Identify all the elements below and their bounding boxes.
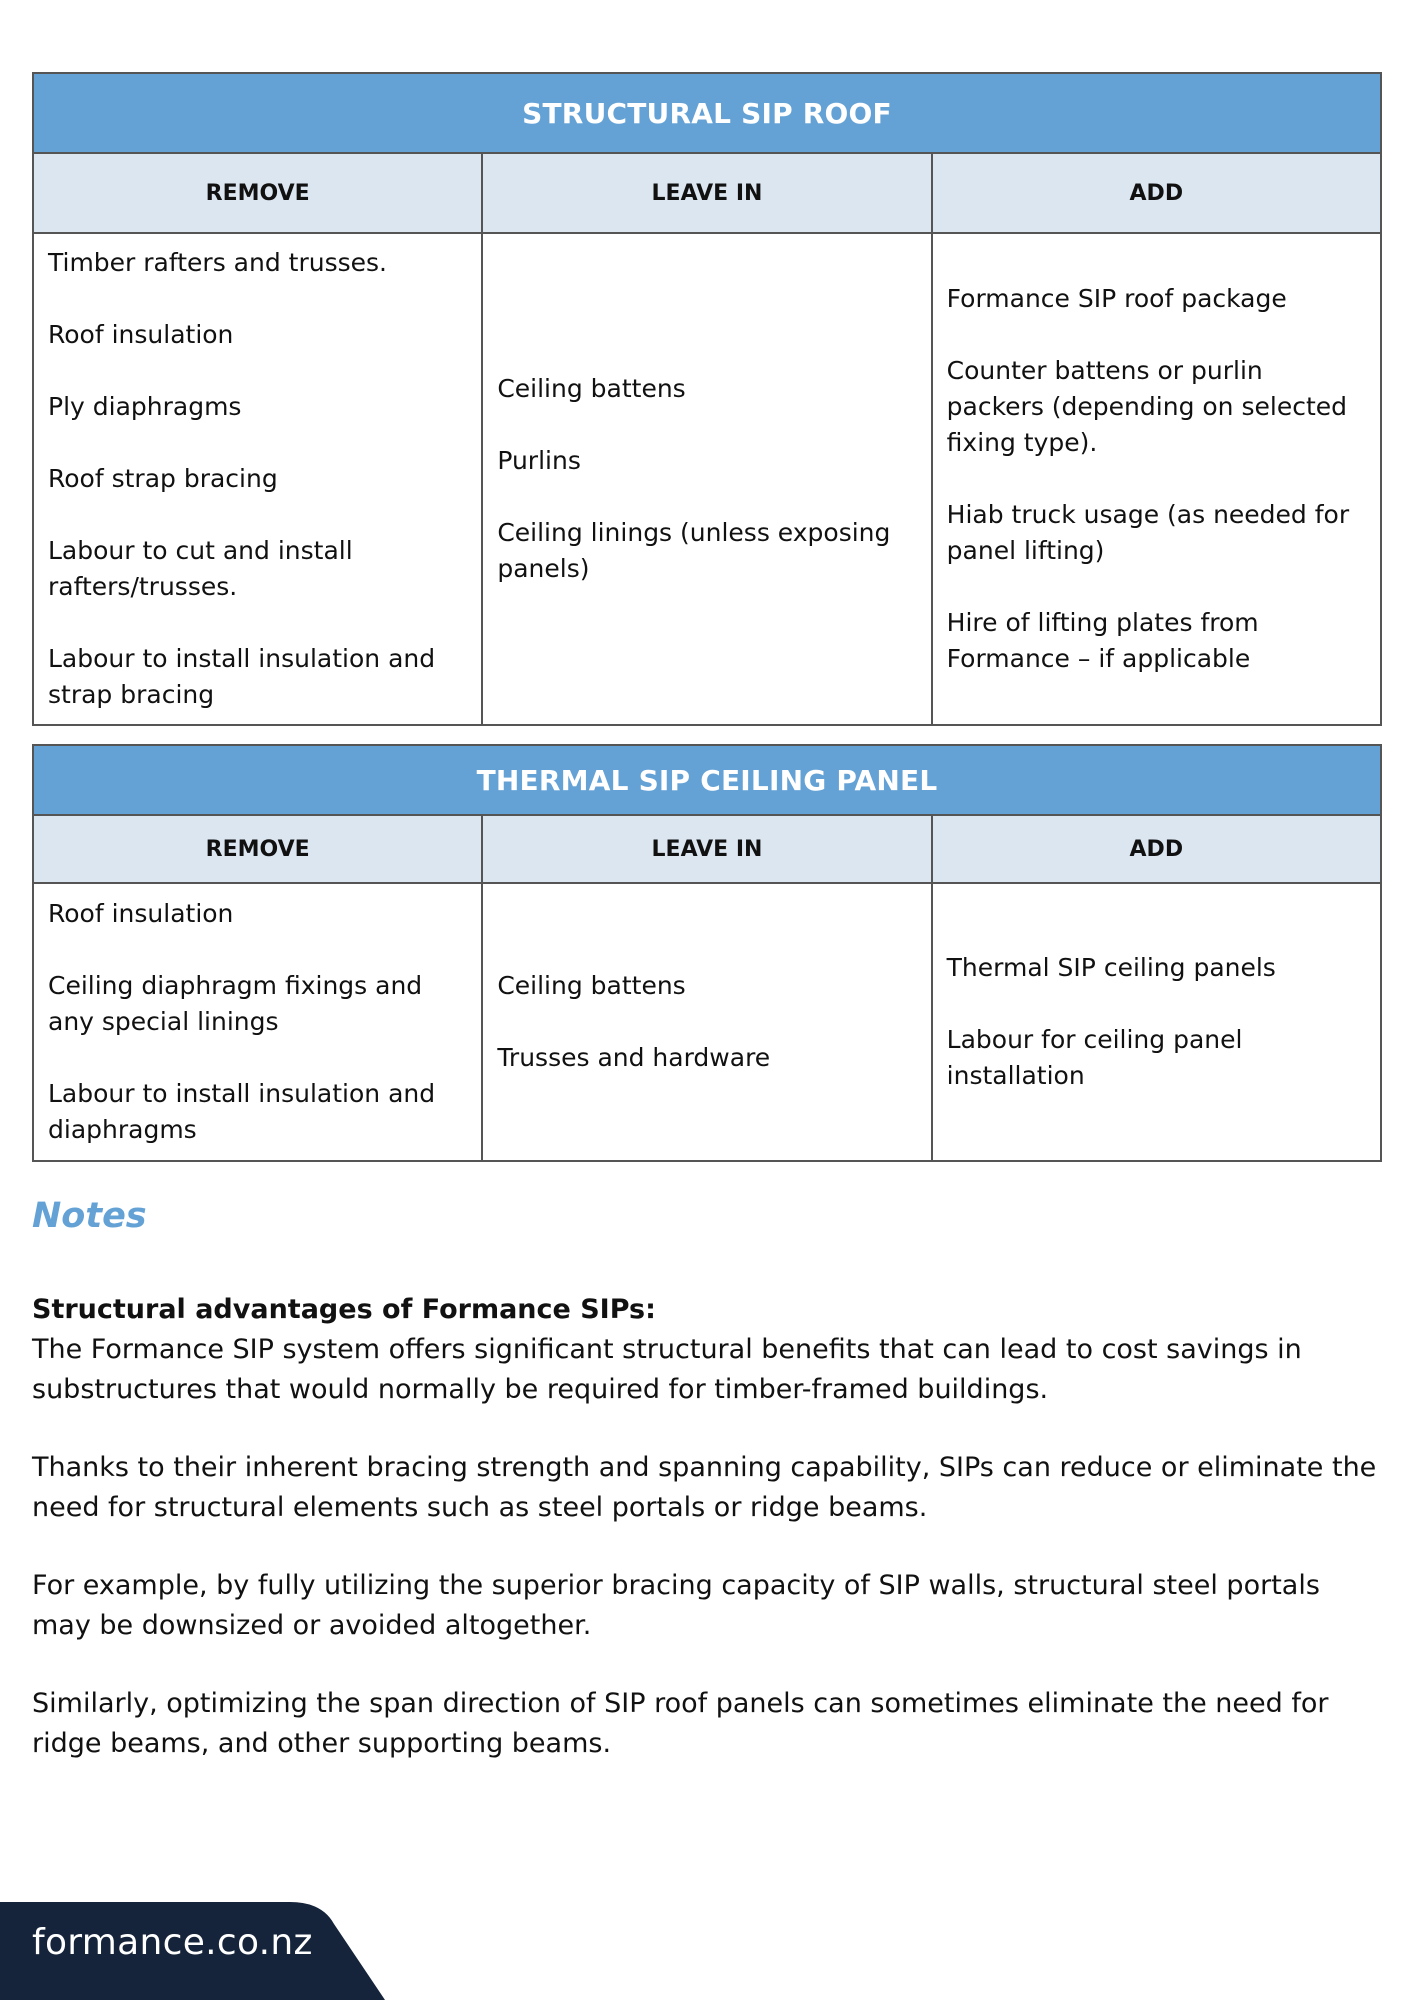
list-item: Ply diaphragms <box>48 392 242 421</box>
table-body-row <box>34 234 1380 724</box>
list-item: Roof insulation <box>48 320 234 349</box>
list-item: Formance SIP roof package <box>946 284 1287 313</box>
structural-sip-roof-table <box>32 72 1382 726</box>
footer-url[interactable]: formance.co.nz <box>32 1922 313 1963</box>
table-body-row <box>34 884 1380 1160</box>
column-header-add: ADD <box>931 816 1380 882</box>
list-item: Ceiling battens <box>497 374 686 403</box>
table-header-row <box>34 816 1380 884</box>
list-item: Labour for ceiling panel installation <box>946 1025 1243 1090</box>
remove-cell <box>34 234 481 724</box>
list-item: Roof insulation <box>48 899 234 928</box>
add-cell <box>931 234 1380 724</box>
list-item: Ceiling diaphragm fixings and any special linings <box>48 971 423 1036</box>
column-header-leave-in: LEAVE IN <box>481 154 930 232</box>
list-item: Counter battens or purlin packers (depending on selected fixing type). <box>946 356 1347 457</box>
list-item: Purlins <box>497 446 581 475</box>
list-item: Ceiling battens <box>497 971 686 1000</box>
list-item: Labour to install insulation and strap bracing <box>48 644 436 709</box>
column-header-remove: REMOVE <box>205 836 310 862</box>
thermal-sip-ceiling-panel-table <box>32 744 1382 1162</box>
column-header-remove: REMOVE <box>205 180 310 206</box>
add-cell <box>931 884 1380 1160</box>
list-item: Labour to cut and install rafters/trusses. <box>48 536 353 601</box>
column-header-add: ADD <box>931 154 1380 232</box>
leave-in-cell <box>481 234 930 724</box>
list-item: Hire of lifting plates from Formance – if applicable <box>946 608 1259 673</box>
column-header-leave-in: LEAVE IN <box>481 816 930 882</box>
remove-cell <box>34 884 481 1160</box>
list-item: Roof strap bracing <box>48 464 278 493</box>
notes-paragraph: Similarly, optimizing the span direction of SIP roof panels can sometimes eliminate the need for ridge beams, and other supporting beams. <box>32 1688 1329 1759</box>
notes-body <box>32 1290 1382 1764</box>
leave-in-cell <box>481 884 930 1160</box>
notes-heading: Notes <box>32 1196 147 1236</box>
notes-paragraph: Thanks to their inherent bracing strength and spanning capability, SIPs can reduce or eliminate the need for structural elements such as steel portals or ridge beams. <box>32 1452 1377 1523</box>
list-item: Labour to install insulation and diaphragms <box>48 1079 436 1144</box>
table-title: THERMAL SIP CEILING PANEL <box>34 746 1380 816</box>
list-item: Thermal SIP ceiling panels <box>946 953 1276 982</box>
list-item: Hiab truck usage (as needed for panel lifting) <box>946 500 1350 565</box>
table-title: STRUCTURAL SIP ROOF <box>34 74 1380 154</box>
list-item: Ceiling linings (unless exposing panels) <box>497 518 891 583</box>
notes-paragraph: For example, by fully utilizing the superior bracing capacity of SIP walls, structural steel portals may be downsized or avoided altogether. <box>32 1570 1320 1641</box>
table-header-row <box>34 154 1380 234</box>
list-item: Trusses and hardware <box>497 1043 771 1072</box>
notes-subheading: Structural advantages of Formance SIPs: <box>32 1294 656 1325</box>
notes-paragraph: The Formance SIP system offers significant structural benefits that can lead to cost savings in substructures that would normally be required for timber-framed buildings. <box>32 1334 1302 1405</box>
list-item: Timber rafters and trusses. <box>48 248 387 277</box>
